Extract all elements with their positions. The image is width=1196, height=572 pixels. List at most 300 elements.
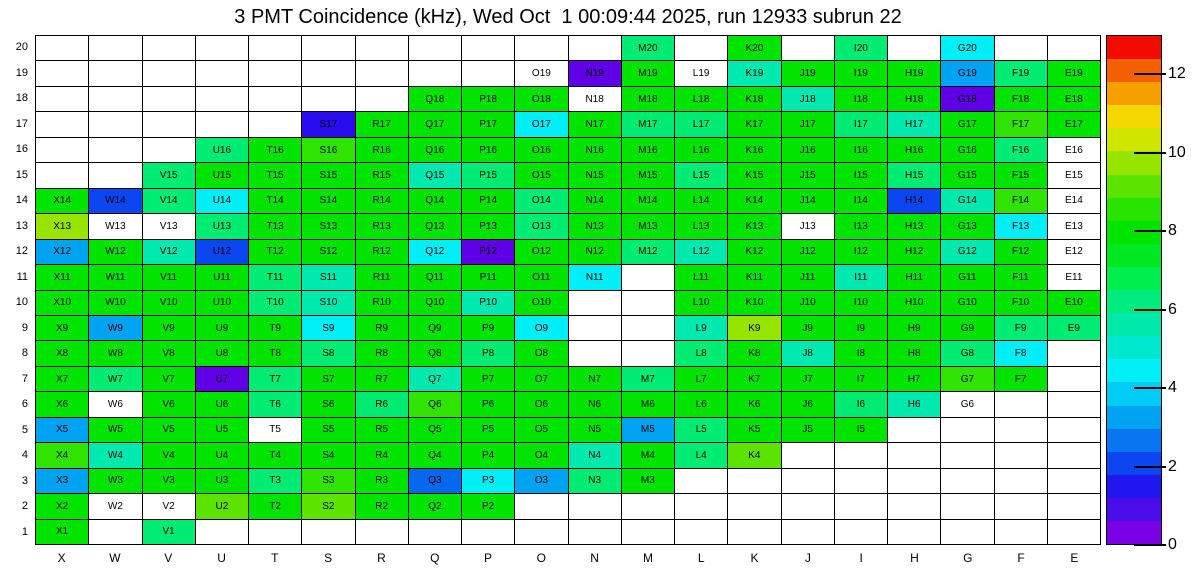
cell-M7: M7 [622,367,674,391]
cell-G11: G11 [941,265,993,289]
cell-H16: H16 [888,138,940,162]
cell-Q3: Q3 [409,469,461,493]
x-axis-label: M [642,551,653,565]
empty-cell [728,494,780,518]
cell-N19: N19 [569,61,621,85]
cell-U10: U10 [196,291,248,315]
cell-I17: I17 [835,112,887,136]
cell-S4: S4 [302,443,354,467]
empty-cell [675,494,727,518]
cell-G7: G7 [941,367,993,391]
x-axis-label: O [536,551,547,565]
cell-S8: S8 [302,341,354,365]
colorbar-tick [1134,152,1166,154]
cell-K14: K14 [728,189,780,213]
cell-O14: O14 [515,189,567,213]
cell-T13: T13 [249,214,301,238]
cell-M12: M12 [622,240,674,264]
cell-H18: H18 [888,87,940,111]
cell-G17: G17 [941,112,993,136]
cell-M13: M13 [622,214,674,238]
colorbar-tick-label: 0 [1168,536,1177,553]
empty-cell [409,36,461,60]
cell-J15: J15 [782,163,834,187]
cell-G15: G15 [941,163,993,187]
cell-F8: F8 [995,341,1047,365]
empty-cell [356,520,408,544]
colorbar-band [1107,36,1161,59]
cell-K5: K5 [728,418,780,442]
cell-K18: K18 [728,87,780,111]
empty-cell [995,36,1047,60]
cell-R11: R11 [356,265,408,289]
x-axis-label: Q [430,551,440,565]
cell-I5: I5 [835,418,887,442]
cell-F18: F18 [995,87,1047,111]
cell-X10: X10 [36,291,88,315]
cell-G18: G18 [941,87,993,111]
empty-cell [569,341,621,365]
cell-P10: P10 [462,291,514,315]
cell-E10: E10 [1048,291,1100,315]
cell-S15: S15 [302,163,354,187]
cell-V6: V6 [143,392,195,416]
cell-T3: T3 [249,469,301,493]
empty-cell [888,36,940,60]
empty-cell [356,61,408,85]
cell-S14: S14 [302,189,354,213]
cell-N6: N6 [569,392,621,416]
cell-Q12: Q12 [409,240,461,264]
empty-cell [782,469,834,493]
empty-cell [89,87,141,111]
cell-I20: I20 [835,36,887,60]
cell-Q5: Q5 [409,418,461,442]
y-axis-label: 6 [21,398,28,411]
cell-L15: L15 [675,163,727,187]
cell-I11: I11 [835,265,887,289]
empty-cell [1048,494,1100,518]
empty-cell [888,469,940,493]
cell-M6: M6 [622,392,674,416]
colorbar-band [1107,313,1161,336]
cell-N7: N7 [569,367,621,391]
colorbar-tick-label: 6 [1168,300,1177,318]
y-axis-label: 13 [15,219,28,232]
cell-I9: I9 [835,316,887,340]
empty-cell [196,36,248,60]
x-axis-label: S [324,551,333,565]
y-axis-label: 5 [21,423,28,436]
cell-R4: R4 [356,443,408,467]
empty-cell [249,520,301,544]
cell-L10: L10 [675,291,727,315]
cell-X3: X3 [36,469,88,493]
colorbar [1106,35,1162,545]
cell-Q7: Q7 [409,367,461,391]
cell-M19: M19 [622,61,674,85]
cell-W7: W7 [89,367,141,391]
cell-L7: L7 [675,367,727,391]
cell-K20: K20 [728,36,780,60]
empty-cell [835,469,887,493]
empty-cell [941,418,993,442]
heatmap-grid [35,35,1101,545]
cell-T7: T7 [249,367,301,391]
cell-S10: S10 [302,291,354,315]
y-axis-label: 15 [15,168,28,181]
x-axis-label: G [963,551,973,565]
cell-P11: P11 [462,265,514,289]
y-axis-label: 19 [15,66,28,79]
cell-V8: V8 [143,341,195,365]
cell-T8: T8 [249,341,301,365]
cell-H19: H19 [888,61,940,85]
empty-cell [143,87,195,111]
cell-K13: K13 [728,214,780,238]
cell-I6: I6 [835,392,887,416]
y-axis-label: 12 [15,245,28,258]
cell-V3: V3 [143,469,195,493]
cell-J5: J5 [782,418,834,442]
cell-X8: X8 [36,341,88,365]
empty-cell [569,36,621,60]
cell-R3: R3 [356,469,408,493]
x-axis-label: J [804,551,811,565]
colorbar-band [1107,244,1161,267]
cell-L16: L16 [675,138,727,162]
cell-U3: U3 [196,469,248,493]
empty-cell [888,494,940,518]
cell-E18: E18 [1048,87,1100,111]
empty-cell [36,36,88,60]
empty-cell [728,469,780,493]
cell-O8: O8 [515,341,567,365]
cell-W6: W6 [89,392,141,416]
cell-W3: W3 [89,469,141,493]
cell-V12: V12 [143,240,195,264]
cell-U11: U11 [196,265,248,289]
cell-S12: S12 [302,240,354,264]
y-axis-label: 8 [21,347,28,360]
cell-F10: F10 [995,291,1047,315]
cell-X6: X6 [36,392,88,416]
empty-cell [835,494,887,518]
cell-Q2: Q2 [409,494,461,518]
x-axis-label: T [271,551,279,565]
cell-G14: G14 [941,189,993,213]
cell-T9: T9 [249,316,301,340]
cell-P15: P15 [462,163,514,187]
x-axis-label: I [859,551,863,565]
cell-Q9: Q9 [409,316,461,340]
colorbar-band [1107,359,1161,382]
y-axis-label: 11 [16,270,28,283]
cell-O5: O5 [515,418,567,442]
cell-N5: N5 [569,418,621,442]
cell-F15: F15 [995,163,1047,187]
cell-L11: L11 [675,265,727,289]
cell-L12: L12 [675,240,727,264]
cell-T5: T5 [249,418,301,442]
cell-Q15: Q15 [409,163,461,187]
cell-S5: S5 [302,418,354,442]
x-axis-label: L [697,551,705,565]
cell-H10: H10 [888,291,940,315]
cell-X2: X2 [36,494,88,518]
cell-I12: I12 [835,240,887,264]
empty-cell [143,138,195,162]
colorbar-tick [1134,309,1166,311]
cell-R10: R10 [356,291,408,315]
cell-U12: U12 [196,240,248,264]
empty-cell [622,520,674,544]
cell-W13: W13 [89,214,141,238]
cell-V10: V10 [143,291,195,315]
colorbar-band [1107,521,1161,544]
cell-P6: P6 [462,392,514,416]
empty-cell [462,520,514,544]
colorbar-band [1107,221,1161,244]
cell-V4: V4 [143,443,195,467]
cell-X7: X7 [36,367,88,391]
colorbar-band [1107,336,1161,359]
cell-V2: V2 [143,494,195,518]
cell-F11: F11 [995,265,1047,289]
cell-K17: K17 [728,112,780,136]
empty-cell [941,520,993,544]
cell-L5: L5 [675,418,727,442]
cell-X5: X5 [36,418,88,442]
cell-E17: E17 [1048,112,1100,136]
cell-X11: X11 [36,265,88,289]
cell-J9: J9 [782,316,834,340]
x-axis-label: K [750,551,759,565]
cell-H7: H7 [888,367,940,391]
cell-R14: R14 [356,189,408,213]
colorbar-band [1107,452,1161,475]
y-axis-label: 18 [15,92,28,105]
cell-P13: P13 [462,214,514,238]
cell-P3: P3 [462,469,514,493]
cell-R13: R13 [356,214,408,238]
cell-W11: W11 [89,265,141,289]
cell-R2: R2 [356,494,408,518]
cell-L8: L8 [675,341,727,365]
empty-cell [995,392,1047,416]
empty-cell [622,316,674,340]
empty-cell [1048,469,1100,493]
empty-cell [409,520,461,544]
cell-K7: K7 [728,367,780,391]
cell-K12: K12 [728,240,780,264]
cell-N17: N17 [569,112,621,136]
cell-U16: U16 [196,138,248,162]
empty-cell [89,520,141,544]
colorbar-tick-label: 10 [1168,143,1186,161]
cell-W10: W10 [89,291,141,315]
cell-S13: S13 [302,214,354,238]
cell-W8: W8 [89,341,141,365]
cell-X1: X1 [36,520,88,544]
colorbar-band [1107,429,1161,452]
y-axis-label: 1 [21,525,28,538]
cell-P7: P7 [462,367,514,391]
cell-G6: G6 [941,392,993,416]
colorbar-band [1107,475,1161,498]
cell-X4: X4 [36,443,88,467]
cell-E11: E11 [1048,265,1100,289]
cell-I18: I18 [835,87,887,111]
x-axis-label: V [164,551,173,565]
empty-cell [995,418,1047,442]
cell-F19: F19 [995,61,1047,85]
colorbar-tick [1134,73,1166,75]
cell-U2: U2 [196,494,248,518]
cell-R8: R8 [356,341,408,365]
y-axis-label: 14 [15,194,28,207]
cell-N13: N13 [569,214,621,238]
cell-T6: T6 [249,392,301,416]
empty-cell [249,87,301,111]
cell-F7: F7 [995,367,1047,391]
cell-E15: E15 [1048,163,1100,187]
cell-M5: M5 [622,418,674,442]
cell-T15: T15 [249,163,301,187]
cell-G12: G12 [941,240,993,264]
cell-K10: K10 [728,291,780,315]
colorbar-band [1107,175,1161,198]
x-axis-label: W [109,551,121,565]
cell-V1: V1 [143,520,195,544]
cell-P17: P17 [462,112,514,136]
cell-H12: H12 [888,240,940,264]
y-axis-label: 9 [21,321,28,334]
empty-cell [249,112,301,136]
cell-G10: G10 [941,291,993,315]
cell-K11: K11 [728,265,780,289]
cell-H9: H9 [888,316,940,340]
colorbar-band [1107,105,1161,128]
cell-P9: P9 [462,316,514,340]
cell-T16: T16 [249,138,301,162]
cell-K6: K6 [728,392,780,416]
cell-V15: V15 [143,163,195,187]
y-axis-label: 10 [15,296,28,309]
empty-cell [782,36,834,60]
empty-cell [143,61,195,85]
empty-cell [89,112,141,136]
cell-U6: U6 [196,392,248,416]
empty-cell [249,61,301,85]
empty-cell [462,36,514,60]
cell-G9: G9 [941,316,993,340]
cell-P14: P14 [462,189,514,213]
empty-cell [36,87,88,111]
cell-U15: U15 [196,163,248,187]
empty-cell [995,443,1047,467]
colorbar-band [1107,382,1161,405]
empty-cell [941,469,993,493]
cell-P2: P2 [462,494,514,518]
cell-M17: M17 [622,112,674,136]
cell-I16: I16 [835,138,887,162]
empty-cell [1048,520,1100,544]
empty-cell [1048,418,1100,442]
cell-E16: E16 [1048,138,1100,162]
cell-K16: K16 [728,138,780,162]
cell-H17: H17 [888,112,940,136]
cell-M15: M15 [622,163,674,187]
cell-G19: G19 [941,61,993,85]
cell-Q18: Q18 [409,87,461,111]
empty-cell [36,112,88,136]
cell-P4: P4 [462,443,514,467]
empty-cell [143,36,195,60]
cell-O16: O16 [515,138,567,162]
cell-W14: W14 [89,189,141,213]
empty-cell [196,61,248,85]
cell-H14: H14 [888,189,940,213]
empty-cell [302,87,354,111]
x-axis-label: E [1070,551,1079,565]
empty-cell [888,418,940,442]
empty-cell [569,494,621,518]
cell-Q4: Q4 [409,443,461,467]
cell-K9: K9 [728,316,780,340]
empty-cell [515,36,567,60]
cell-N12: N12 [569,240,621,264]
colorbar-band [1107,128,1161,151]
cell-P16: P16 [462,138,514,162]
cell-M16: M16 [622,138,674,162]
empty-cell [782,443,834,467]
cell-U13: U13 [196,214,248,238]
cell-K15: K15 [728,163,780,187]
empty-cell [782,520,834,544]
empty-cell [196,520,248,544]
cell-S7: S7 [302,367,354,391]
empty-cell [143,112,195,136]
cell-J19: J19 [782,61,834,85]
empty-cell [1048,443,1100,467]
empty-cell [888,520,940,544]
cell-I19: I19 [835,61,887,85]
cell-K8: K8 [728,341,780,365]
x-axis-label: N [590,551,599,565]
cell-G8: G8 [941,341,993,365]
cell-Q16: Q16 [409,138,461,162]
colorbar-band [1107,498,1161,521]
cell-H11: H11 [888,265,940,289]
cell-O3: O3 [515,469,567,493]
cell-R6: R6 [356,392,408,416]
cell-P8: P8 [462,341,514,365]
empty-cell [675,469,727,493]
cell-L13: L13 [675,214,727,238]
colorbar-tick-label: 8 [1168,222,1177,240]
colorbar-tick-label: 4 [1168,379,1177,397]
cell-O10: O10 [515,291,567,315]
cell-U7: U7 [196,367,248,391]
empty-cell [89,36,141,60]
cell-R5: R5 [356,418,408,442]
cell-M3: M3 [622,469,674,493]
cell-T12: T12 [249,240,301,264]
cell-S11: S11 [302,265,354,289]
empty-cell [675,520,727,544]
cell-H13: H13 [888,214,940,238]
